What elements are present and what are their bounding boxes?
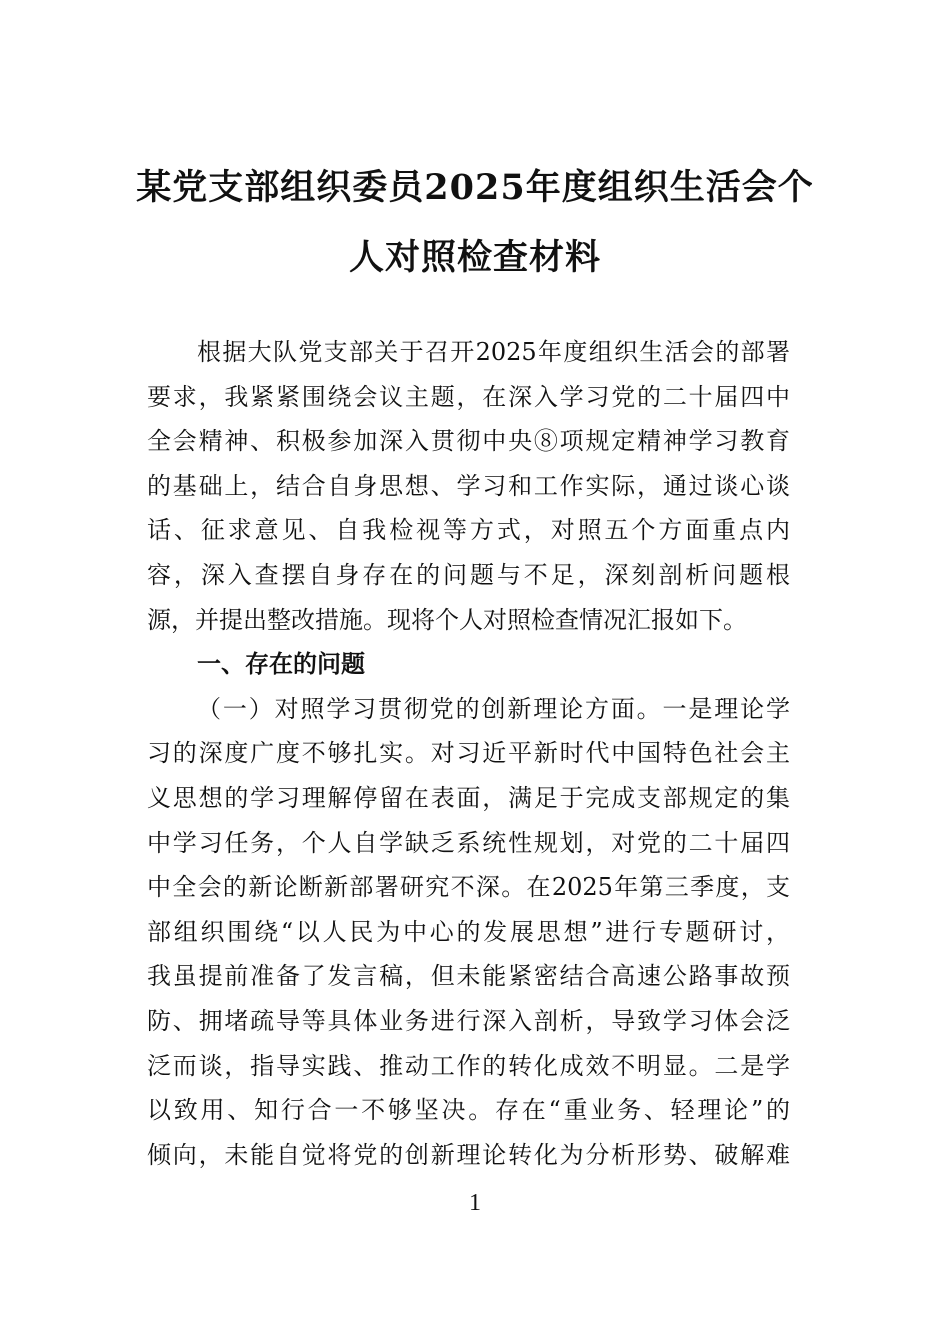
text-line: 义思想的学习理解停留在表面，满足于完成支部规定的集: [147, 783, 790, 812]
document-body: [147, 330, 790, 1177]
text-line: 习的深度广度不够扎实。对习近平新时代中国特色社会主: [147, 739, 790, 768]
text-line: 中学习任务，个人自学缺乏系统性规划，对党的二十届四: [147, 828, 790, 857]
text-line: 部组织围绕“以人民为中心的发展思想”进行专题研讨，: [147, 917, 790, 946]
text-line: 容，深入查摆自身存在的问题与不足，深刻剖析问题根: [147, 560, 790, 589]
text-line: 要求，我紧紧围绕会议主题，在深入学习党的二十届四中: [147, 382, 790, 411]
text-line: 话、征求意见、自我检视等方式，对照五个方面重点内: [147, 516, 790, 545]
page-number: 1: [469, 1190, 481, 1216]
intro-paragraph: [147, 330, 790, 642]
text-line: 中全会的新论断新部署研究不深。在2025年第三季度，支: [147, 873, 790, 902]
text-line: 的基础上，结合自身思想、学习和工作实际，通过谈心谈: [147, 471, 790, 500]
document-title-line-1: 某党支部组织委员2025年度组织生活会个: [136, 167, 814, 208]
text-line: 我虽提前准备了发言稿，但未能紧密结合高速公路事故预: [147, 962, 790, 991]
text-line: 倾向，未能自觉将党的创新理论转化为分析形势、破解难: [147, 1140, 790, 1169]
document-title-line-2: 人对照检查材料: [348, 237, 601, 278]
section-paragraph: [147, 687, 790, 1178]
text-line: 源，并提出整改措施。现将个人对照检查情况汇报如下。: [147, 605, 747, 634]
text-line: 根据大队党支部关于召开2025年度组织生活会的部署: [197, 338, 790, 366]
section-heading: 一、存在的问题: [197, 650, 365, 679]
text-line: 泛而谈，指导实践、推动工作的转化成效不明显。二是学: [147, 1051, 790, 1080]
text-line: 以致用、知行合一不够坚决。存在“重业务、轻理论”的: [147, 1096, 790, 1125]
text-line: 全会精神、积极参加深入贯彻中央⑧项规定精神学习教育: [147, 427, 790, 456]
text-line: （一）对照学习贯彻党的创新理论方面。一是理论学: [197, 694, 790, 723]
text-line: 防、拥堵疏导等具体业务进行深入剖析，导致学习体会泛: [147, 1006, 790, 1035]
